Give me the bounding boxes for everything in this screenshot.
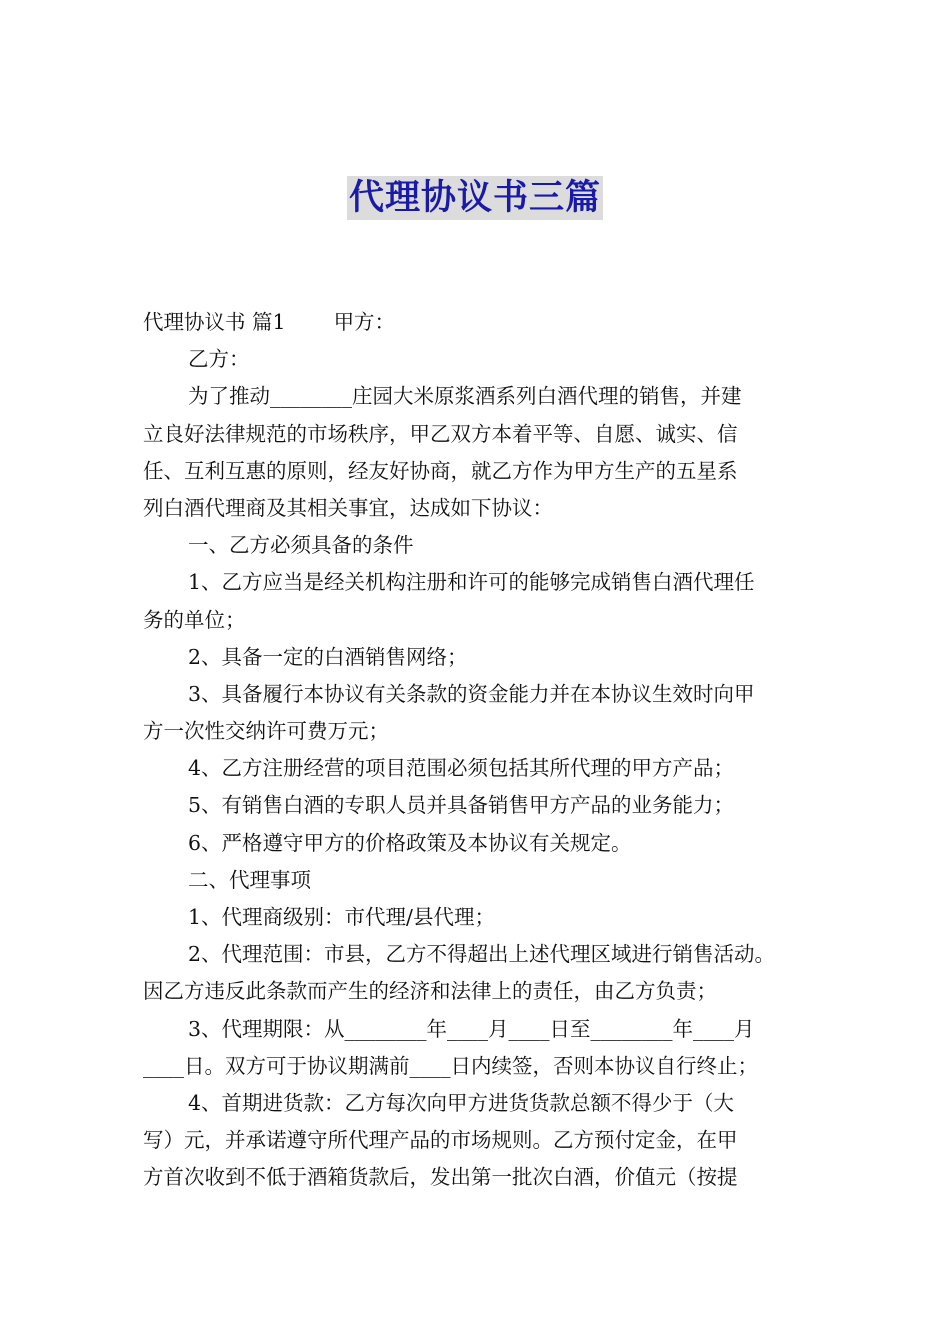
paragraph-line: 写）元，并承诺遵守所代理产品的市场规则。乙方预付定金，在甲 [143,1128,738,1153]
paragraph-line: 2、代理范围：市县，乙方不得超出上述代理区域进行销售活动。 [188,942,776,967]
paragraph-line: 方首次收到不低于酒箱货款后，发出第一批次白酒，价值元（按提 [143,1165,738,1190]
paragraph-line: 6、严格遵守甲方的价格政策及本协议有关规定。 [188,830,632,855]
paragraph-line: 立良好法律规范的市场秩序，甲乙双方本着平等、自愿、诚实、信 [143,421,738,446]
document-title-container [0,176,950,220]
paragraph-line: 任、互利互惠的原则，经友好协商，就乙方作为甲方生产的五星系 [143,458,738,483]
paragraph-line: 5、有销售白酒的专职人员并具备销售甲方产品的业务能力； [188,793,735,818]
section-heading: 代理协议书 篇1 [143,310,286,334]
paragraph-line: 乙方： [188,347,250,372]
paragraph-line: 二、代理事项 [188,867,311,892]
paragraph-line: 列白酒代理商及其相关事宜，达成如下协议： [143,495,553,520]
paragraph-line: 一、乙方必须具备的条件 [188,533,414,558]
paragraph-line: 为了推动________庄园大米原浆酒系列白酒代理的销售，并建 [188,384,742,409]
section-heading-line [143,304,813,341]
paragraph-line: 方一次性交纳许可费万元； [143,719,389,744]
paragraph-line: 4、首期进货款：乙方每次向甲方进货货款总额不得少于（大 [188,1090,735,1115]
paragraph-line: 务的单位； [143,607,246,632]
party-a-label: 甲方： [333,310,396,334]
paragraph-line: 3、代理期限：从________年____月____日至________年____月 [188,1016,755,1041]
paragraph-line: 3、具备履行本协议有关条款的资金能力并在本协议生效时向甲 [188,681,755,706]
paragraph-line: 因乙方违反此条款而产生的经济和法律上的责任，由乙方负责； [143,979,717,1004]
paragraph-line: 2、具备一定的白酒销售网络； [188,644,468,669]
paragraph-line: ____日。双方可于协议期满前____日内续签，否则本协议自行终止； [143,1053,758,1078]
paragraph-line: 1、乙方应当是经关机构注册和许可的能够完成销售白酒代理任 [188,570,755,595]
paragraph-line: 1、代理商级别：市代理/县代理； [188,905,495,929]
document-body [143,304,813,1197]
paragraph-line: 4、乙方注册经营的项目范围必须包括其所代理的甲方产品； [188,756,735,781]
document-title: 代理协议书三篇 [348,178,601,218]
